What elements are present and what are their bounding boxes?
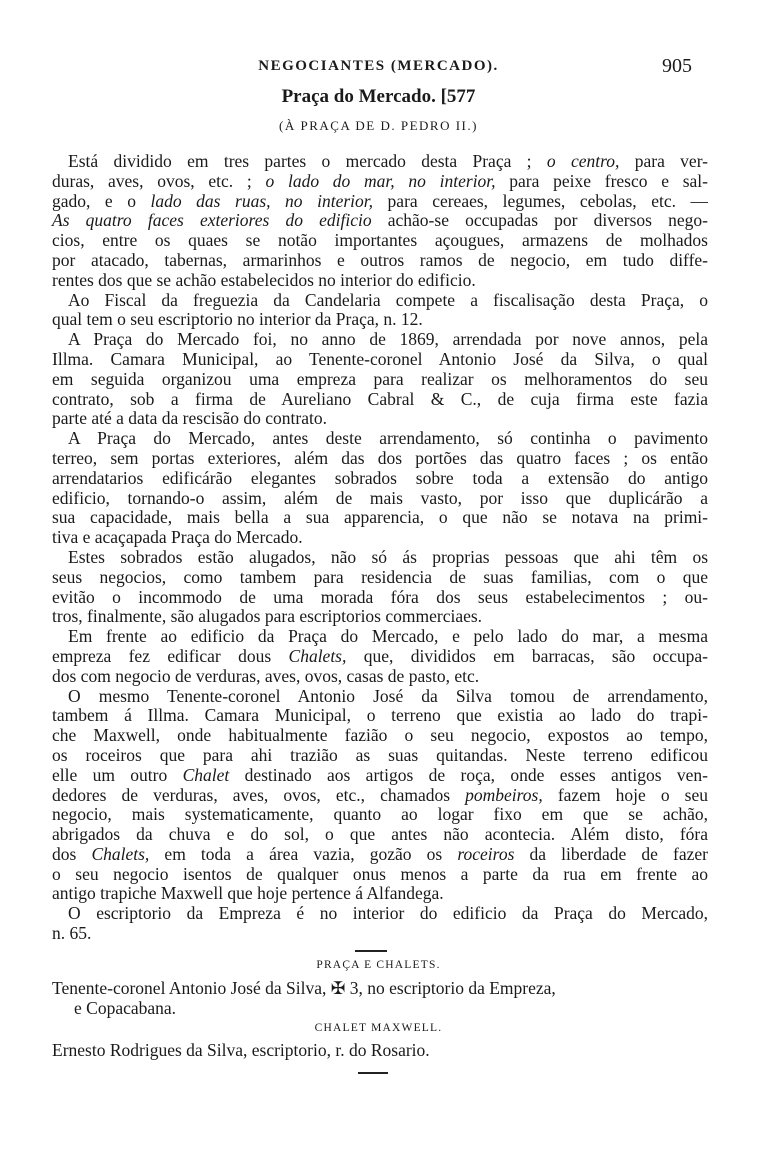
text-segment: tros, finalmente, são alugados para escriptorios commerciaes. xyxy=(52,606,483,627)
text-line xyxy=(52,449,708,469)
text-segment: destinado aos artigos de roça, onde esses antigos ven- xyxy=(229,764,708,785)
text-segment: que, divididos em barracas, são occupa- xyxy=(346,645,708,666)
text-segment: che Maxwell, onde habitualmente fazião o seu negocio, expostos ao tempo, xyxy=(52,725,708,746)
text-line xyxy=(52,924,708,944)
text-line xyxy=(52,211,708,231)
text-line xyxy=(52,884,708,904)
page-title: Praça do Mercado. [577 xyxy=(281,86,476,107)
text-segment: fazem hoje o seu xyxy=(542,784,708,805)
section-heading-praca-chalets: PRAÇA E CHALETS. xyxy=(316,959,441,971)
page-subtitle: (À PRAÇA DE D. PEDRO II.) xyxy=(279,118,478,133)
text-line xyxy=(52,845,708,865)
text-line xyxy=(52,350,708,370)
text-segment: cios, entre os quaes se notão importantes açougues, armazens de molhados xyxy=(52,230,708,251)
text-line xyxy=(52,647,708,667)
text-segment: O mesmo Tenente-coronel Antonio José da Silva tomou de arrendamento, xyxy=(68,685,708,706)
text-segment: dos com negocio de verduras, aves, ovos, casas de pasto, etc. xyxy=(52,665,480,686)
italic-text: Chalet xyxy=(182,764,230,785)
text-segment: em seguida organizou uma empreza para realizar os melhoramentos do seu xyxy=(52,368,708,389)
text-line xyxy=(52,528,708,548)
text-line xyxy=(52,865,708,885)
italic-text: Chalets, xyxy=(91,843,150,864)
text-segment: antigo trapiche Maxwell que hoje pertence á Alfandega. xyxy=(52,883,444,904)
text-line xyxy=(52,706,708,726)
text-segment: n. 65. xyxy=(52,923,92,944)
text-line xyxy=(52,805,708,825)
text-line xyxy=(52,825,708,845)
text-segment: dos xyxy=(52,843,92,864)
text-segment: para ver- xyxy=(619,151,709,171)
text-line xyxy=(52,390,708,410)
text-segment: Illma. Camara Municipal, ao Tenente-coronel Antonio José da Silva, o qual xyxy=(52,348,708,369)
text-line xyxy=(52,152,708,172)
text-line xyxy=(52,786,708,806)
italic-text: Chalets, xyxy=(288,645,347,666)
text-line xyxy=(52,588,708,608)
text-line xyxy=(52,687,708,707)
text-line xyxy=(52,746,708,766)
text-line xyxy=(52,172,708,192)
text-segment: o seu negocio isentos de qualquer onus menos a parte da rua em frente ao xyxy=(52,863,708,884)
text-segment: A Praça do Mercado, antes deste arrendamento, só continha o pavimento xyxy=(68,428,708,449)
text-line xyxy=(52,271,708,291)
text-line xyxy=(52,508,708,528)
text-line xyxy=(52,766,708,786)
text-segment: terreo, sem portas exteriores, além das dos portões das quatro faces ; os então xyxy=(52,447,708,468)
text-line xyxy=(52,548,708,568)
text-segment: qual tem o seu escriptorio no interior da Praça, n. 12. xyxy=(52,309,423,330)
directory-entry: Ernesto Rodrigues da Silva, escriptorio, r. do Rosario. xyxy=(52,1040,430,1060)
text-segment: negocio, mais systematicamente, quanto ao logar fixo em que se achão, xyxy=(52,804,708,825)
text-segment: evitão o incommodo de uma morada fóra dos seus estabelecimentos ; ou- xyxy=(52,586,708,607)
text-segment: sua capacidade, mais bella a sua apparencia, o que não se notava na primi- xyxy=(52,507,708,528)
text-line xyxy=(52,429,708,449)
italic-text: roceiros xyxy=(457,843,515,864)
text-segment: para cereaes, legumes, cebolas, etc. — xyxy=(373,190,709,211)
directory-entry: Tenente-coronel Antonio José da Silva, ✠ 3, no escriptorio da Empreza, xyxy=(52,978,556,998)
text-segment: por atacado, tabernas, armarinhos e outros ramos de negocio, em tudo diffe- xyxy=(52,249,708,270)
text-segment: tiva e acaçapada Praça do Mercado. xyxy=(52,527,303,548)
text-line xyxy=(52,310,708,330)
italic-text: o centro, xyxy=(546,151,620,171)
page-number: 905 xyxy=(662,55,692,77)
text-segment: Estes sobrados estão alugados, não só ás proprias pessoas que ahi têm os xyxy=(68,546,708,567)
italic-text: As quatro faces exteriores do edificio xyxy=(52,210,372,231)
directory-entry-continuation: e Copacabana. xyxy=(74,998,177,1018)
text-line xyxy=(52,489,708,509)
italic-text: lado das ruas, no interior, xyxy=(150,190,374,211)
text-segment: achão-se occupadas por diversos nego- xyxy=(371,210,708,231)
text-line xyxy=(52,330,708,350)
text-line xyxy=(52,251,708,271)
text-segment: seus negocios, como tambem para residencia de suas familias, com o que xyxy=(52,566,708,587)
text-segment: gado, e o xyxy=(52,190,151,211)
text-segment: Em frente ao edificio da Praça do Mercado, e pelo lado do mar, a mesma xyxy=(68,626,708,647)
text-segment: empreza fez edificar dous xyxy=(52,645,289,666)
section-heading-chalet-maxwell: CHALET MAXWELL. xyxy=(314,1022,443,1034)
text-line xyxy=(52,726,708,746)
text-line xyxy=(52,231,708,251)
italic-text: o lado do mar, no interior, xyxy=(265,170,496,191)
text-segment: em toda a área vazia, gozão os xyxy=(149,843,458,864)
text-segment: contrato, sob a firma de Aureliano Cabral & C., de cuja firma este fazia xyxy=(52,388,708,409)
text-segment: arrendatarios edificárão elegantes sobrados sobre toda a extensão do antigo xyxy=(52,467,708,488)
divider-rule xyxy=(355,950,387,952)
text-segment: edificio, tornando-o assim, além de mais vasto, por isso que duplicárão a xyxy=(52,487,708,508)
text-line xyxy=(52,291,708,311)
text-line xyxy=(52,568,708,588)
text-line xyxy=(52,627,708,647)
text-segment: para peixe fresco e sal- xyxy=(495,170,708,191)
text-segment: A Praça do Mercado foi, no anno de 1869, arrendada por nove annos, pela xyxy=(68,329,708,350)
text-segment: da liberdade de fazer xyxy=(514,843,708,864)
text-line xyxy=(52,904,708,924)
text-segment: elle um outro xyxy=(52,764,183,785)
text-line xyxy=(52,409,708,429)
text-segment: dedores de verduras, aves, ovos, etc., chamados xyxy=(52,784,466,805)
text-segment: O escriptorio da Empreza é no interior do edificio da Praça do Mercado, xyxy=(68,903,708,924)
text-line xyxy=(52,667,708,687)
italic-text: pombeiros, xyxy=(465,784,543,805)
text-segment: abrigados da chuva e do sol, o que antes não acontecia. Além disto, fóra xyxy=(52,824,708,845)
body-text xyxy=(52,152,708,944)
text-segment: Está dividido em tres partes o mercado desta Praça ; xyxy=(68,151,547,171)
text-segment: tambem á Illma. Camara Municipal, o terreno que existia ao lado do trapi- xyxy=(52,705,708,726)
text-segment: os roceiros que para ahi trazião as suas quitandas. Neste terreno edificou xyxy=(52,744,708,765)
text-line xyxy=(52,469,708,489)
text-line xyxy=(52,192,708,212)
text-line xyxy=(52,607,708,627)
running-head: NEGOCIANTES (MERCADO). xyxy=(258,58,499,74)
text-segment: rentes dos que se achão estabelecidos no interior do edificio. xyxy=(52,269,476,290)
text-segment: duras, aves, ovos, etc. ; xyxy=(52,170,266,191)
text-segment: Ao Fiscal da freguezia da Candelaria compete a fiscalisação desta Praça, o xyxy=(68,289,708,310)
divider-rule xyxy=(358,1072,388,1074)
text-segment: parte até a data da rescisão do contrato. xyxy=(52,408,328,429)
text-line xyxy=(52,370,708,390)
